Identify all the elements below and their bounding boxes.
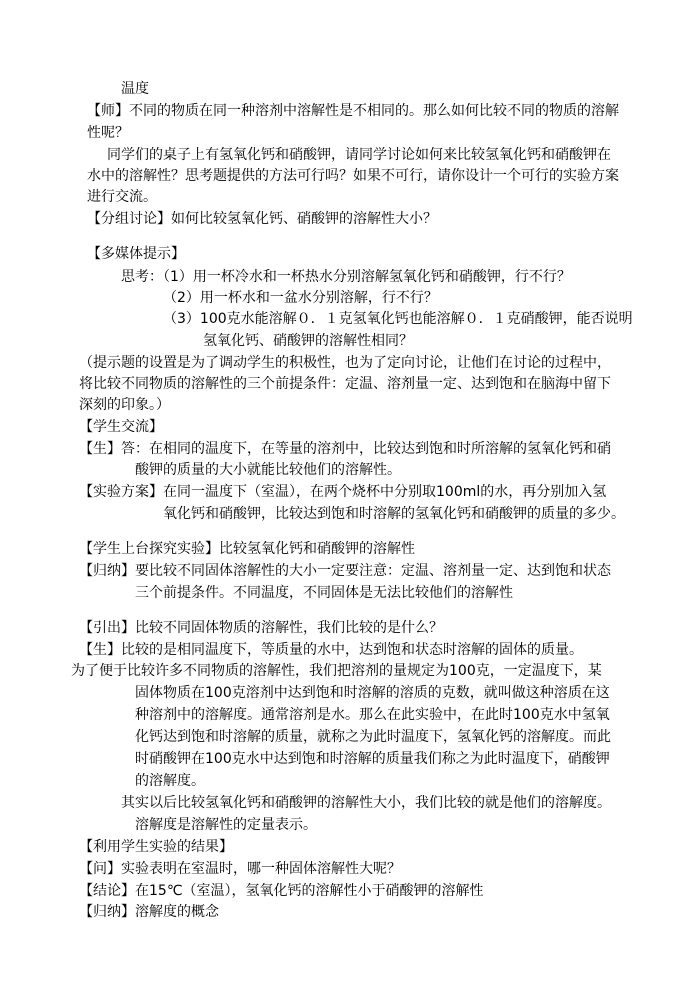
text-line: 性呢？ [87,125,129,141]
group-discussion: 【分组讨论】如何比较氢氧化钙、硝酸钾的溶解性大小？ [87,211,437,227]
text-line: 的溶解度。 [135,773,205,789]
text-line: 酸钾的质量的大小就能比较他们的溶解性。 [135,462,401,478]
lead-question: 【引出】比较不同固体物质的溶解性，我们比较的是什么？ [79,620,443,636]
text-line: 种溶剂中的溶解度。通常溶剂是水。那么在此实验中，在此时100克水中氢氧 [135,707,610,723]
thinking-question-1: 思考：（1）用一杯冷水和一杯热水分别溶解氢氧化钙和硝酸钾，行不行？ [121,269,571,285]
text-line: 将比较不同物质的溶解性的三个前提条件：定温、溶剂量一定、达到饱和在脑海中留下 [79,376,611,392]
text-line: 化钙达到饱和时溶解的质量，就称之为此时温度下，氢氧化钙的溶解度。而此 [135,729,611,745]
text-line-temperature: 温度 [121,81,149,97]
thinking-question-2: （2）用一杯水和一盆水分别溶解，行不行？ [163,290,438,306]
text-line: 氢氧化钙、硝酸钾的溶解性相同？ [203,333,413,349]
text-line: 溶解度是溶解性的定量表示。 [135,817,317,833]
multimedia-hint-heading: 【多媒体提示】 [87,246,185,262]
summary-concept: 【归纳】溶解度的概念 [79,904,219,920]
solubility-definition: 为了便于比较许多不同物质的溶解性，我们把溶剂的量规定为100克，一定温度下，某 [71,663,602,679]
text-line: 进行交流。 [87,189,157,205]
text-line: 同学们的桌子上有氢氧化钙和硝酸钾，请同学讨论如何来比较氢氧化钙和硝酸钾在 [107,147,611,163]
text-line: 三个前提条件。不同温度，不同固体是无法比较他们的溶解性 [135,585,513,601]
conclusion: 【结论】在15℃（室温），氢氧化钙的溶解性小于硝酸钾的溶解性 [79,883,484,899]
experiment-results-heading: 【利用学生实验的结果】 [79,839,233,855]
text-line: 水中的溶解性？思考题提供的方法可行吗？如果不可行，请你设计一个可行的实验方案 [87,168,619,184]
text-line: 固体物质在100克溶剂中达到饱和时溶解的溶质的克数，就叫做这种溶质在这 [135,685,610,701]
summary: 【归纳】要比较不同固体溶解性的大小一定要注意：定温、溶剂量一定、达到饱和状态 [79,563,611,579]
student-experiment: 【学生上台探究实验】比较氢氧化钙和硝酸钾的溶解性 [79,541,415,557]
student-response: 【生】比较的是相同温度下，等质量的水中，达到饱和状态时溶解的固体的质量。 [79,642,583,658]
student-exchange-heading: 【学生交流】 [79,419,163,435]
thinking-question-3: （3）100克水能溶解０．１克氢氧化钙也能溶解０．１克硝酸钾，能否说明 [163,311,633,327]
text-line: 氧化钙和硝酸钾，比较达到饱和时溶解的氢氧化钙和硝酸钾的质量的多少。 [163,506,625,522]
student-answer: 【生】答：在相同的温度下，在等量的溶剂中，比较达到饱和时所溶解的氢氧化钙和硝 [79,441,611,457]
hint-note: （提示题的设置是为了调动学生的积极性，也为了定向讨论，让他们在讨论的过程中， [79,355,611,371]
text-line: 深刻的印象。） [79,397,170,413]
experiment-plan: 【实验方案】在同一温度下（室温），在两个烧杯中分别取100ml的水，再分别加入氢 [79,484,607,500]
teacher-statement: 【师】不同的物质在同一种溶剂中溶解性是不相同的。那么如何比较不同的物质的溶解 [87,103,619,119]
text-line: 其实以后比较氢氧化钙和硝酸钾的溶解性大小，我们比较的就是他们的溶解度。 [121,795,611,811]
text-line: 时硝酸钾在100克水中达到饱和时溶解的质量我们称之为此时温度下，硝酸钾 [135,751,610,767]
question: 【问】实验表明在室温时，哪一种固体溶解性大呢？ [79,861,401,877]
